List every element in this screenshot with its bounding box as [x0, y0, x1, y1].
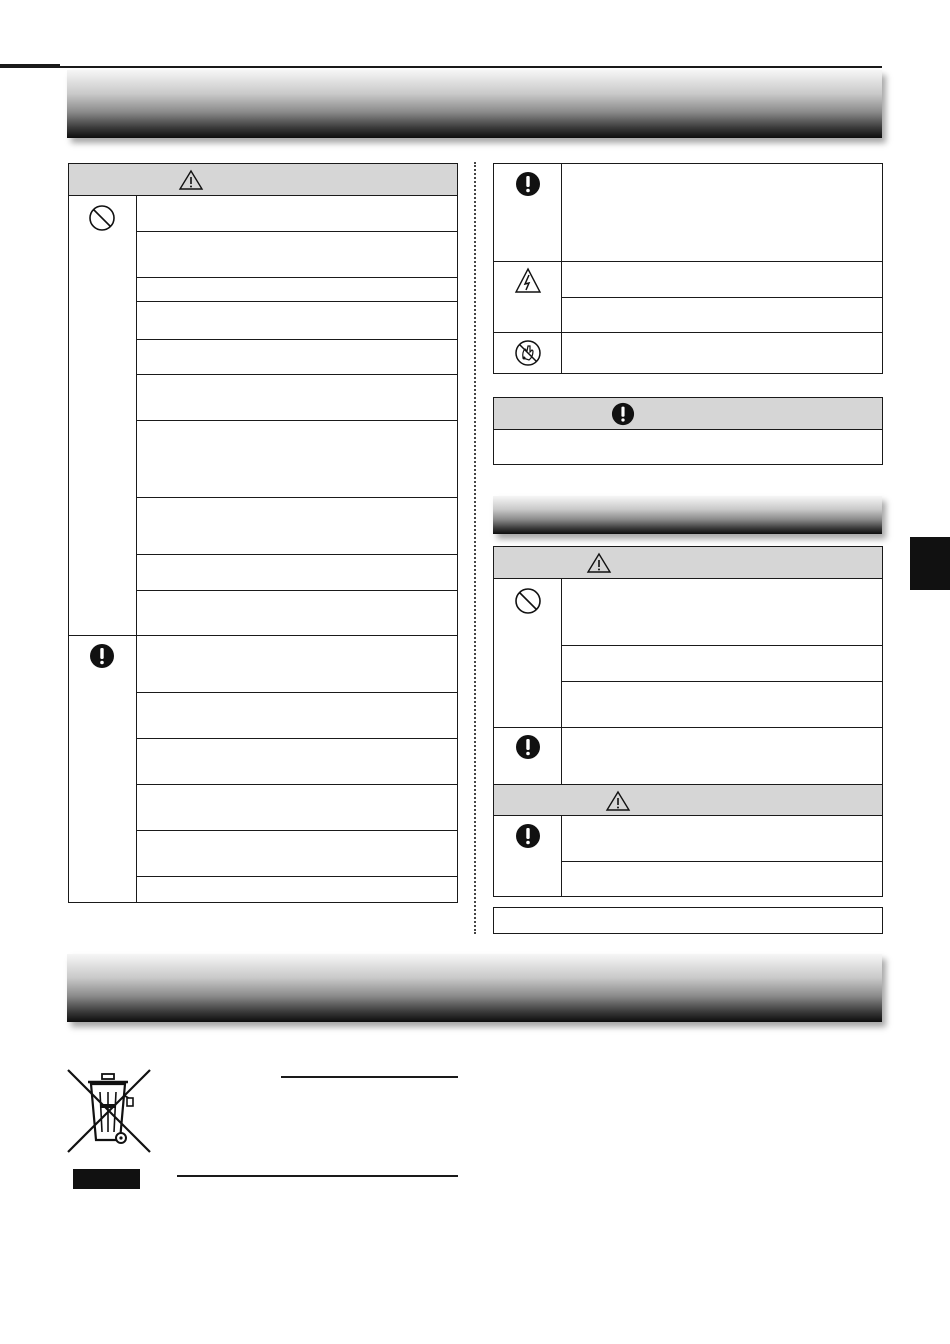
warning-table-right-bottom — [493, 546, 883, 897]
row-divider — [561, 681, 882, 682]
row-divider — [136, 738, 457, 739]
row-divider — [136, 876, 457, 877]
safety-section-banner — [67, 70, 882, 138]
chapter-side-tab — [910, 537, 950, 590]
disposal-section-banner — [67, 954, 882, 1022]
mandatory-exclamation-icon — [515, 734, 541, 760]
row-divider — [136, 420, 457, 421]
row-divider — [136, 784, 457, 785]
disposal-black-bar — [73, 1169, 140, 1189]
group-divider — [69, 635, 457, 636]
disposal-rule-bottom — [177, 1175, 458, 1177]
group-divider — [494, 332, 882, 333]
row-divider — [561, 297, 882, 298]
warning-triangle-icon — [178, 169, 204, 191]
row-divider — [136, 231, 457, 232]
row-divider — [136, 830, 457, 831]
icon-column-divider — [561, 164, 562, 373]
caution-table-header — [494, 398, 882, 430]
row-divider — [561, 861, 882, 862]
row-divider — [136, 301, 457, 302]
prohibited-icon — [514, 587, 542, 615]
row-divider — [136, 554, 457, 555]
row-divider — [136, 339, 457, 340]
top-rule — [0, 66, 882, 68]
row-divider — [136, 374, 457, 375]
group-divider — [494, 727, 882, 728]
prohibited-icon — [88, 204, 116, 232]
operation-section-banner — [493, 496, 882, 534]
warning-table-right-top — [493, 163, 883, 374]
row-divider — [561, 645, 882, 646]
group-divider — [494, 261, 882, 262]
warning-table-header — [69, 164, 457, 196]
electric-shock-icon — [514, 267, 542, 295]
caution-table-header — [494, 784, 882, 816]
mandatory-exclamation-icon — [89, 643, 115, 669]
note-box — [493, 907, 883, 934]
no-wet-hands-icon — [514, 339, 542, 367]
row-divider — [136, 590, 457, 591]
row-divider — [136, 497, 457, 498]
mandatory-exclamation-icon — [515, 823, 541, 849]
warning-triangle-icon — [605, 790, 631, 812]
warning-table-left — [68, 163, 458, 903]
caution-table-small — [493, 397, 883, 465]
disposal-rule-top — [281, 1076, 458, 1078]
icon-column-divider — [561, 816, 562, 896]
row-divider — [136, 277, 457, 278]
crossed-out-bin-icon — [64, 1066, 154, 1156]
warning-table-header — [494, 547, 882, 579]
column-divider — [474, 162, 476, 934]
mandatory-exclamation-icon — [515, 171, 541, 197]
mandatory-exclamation-icon — [611, 402, 635, 426]
warning-triangle-icon — [586, 552, 612, 574]
row-divider — [136, 692, 457, 693]
icon-column-divider — [561, 579, 562, 785]
